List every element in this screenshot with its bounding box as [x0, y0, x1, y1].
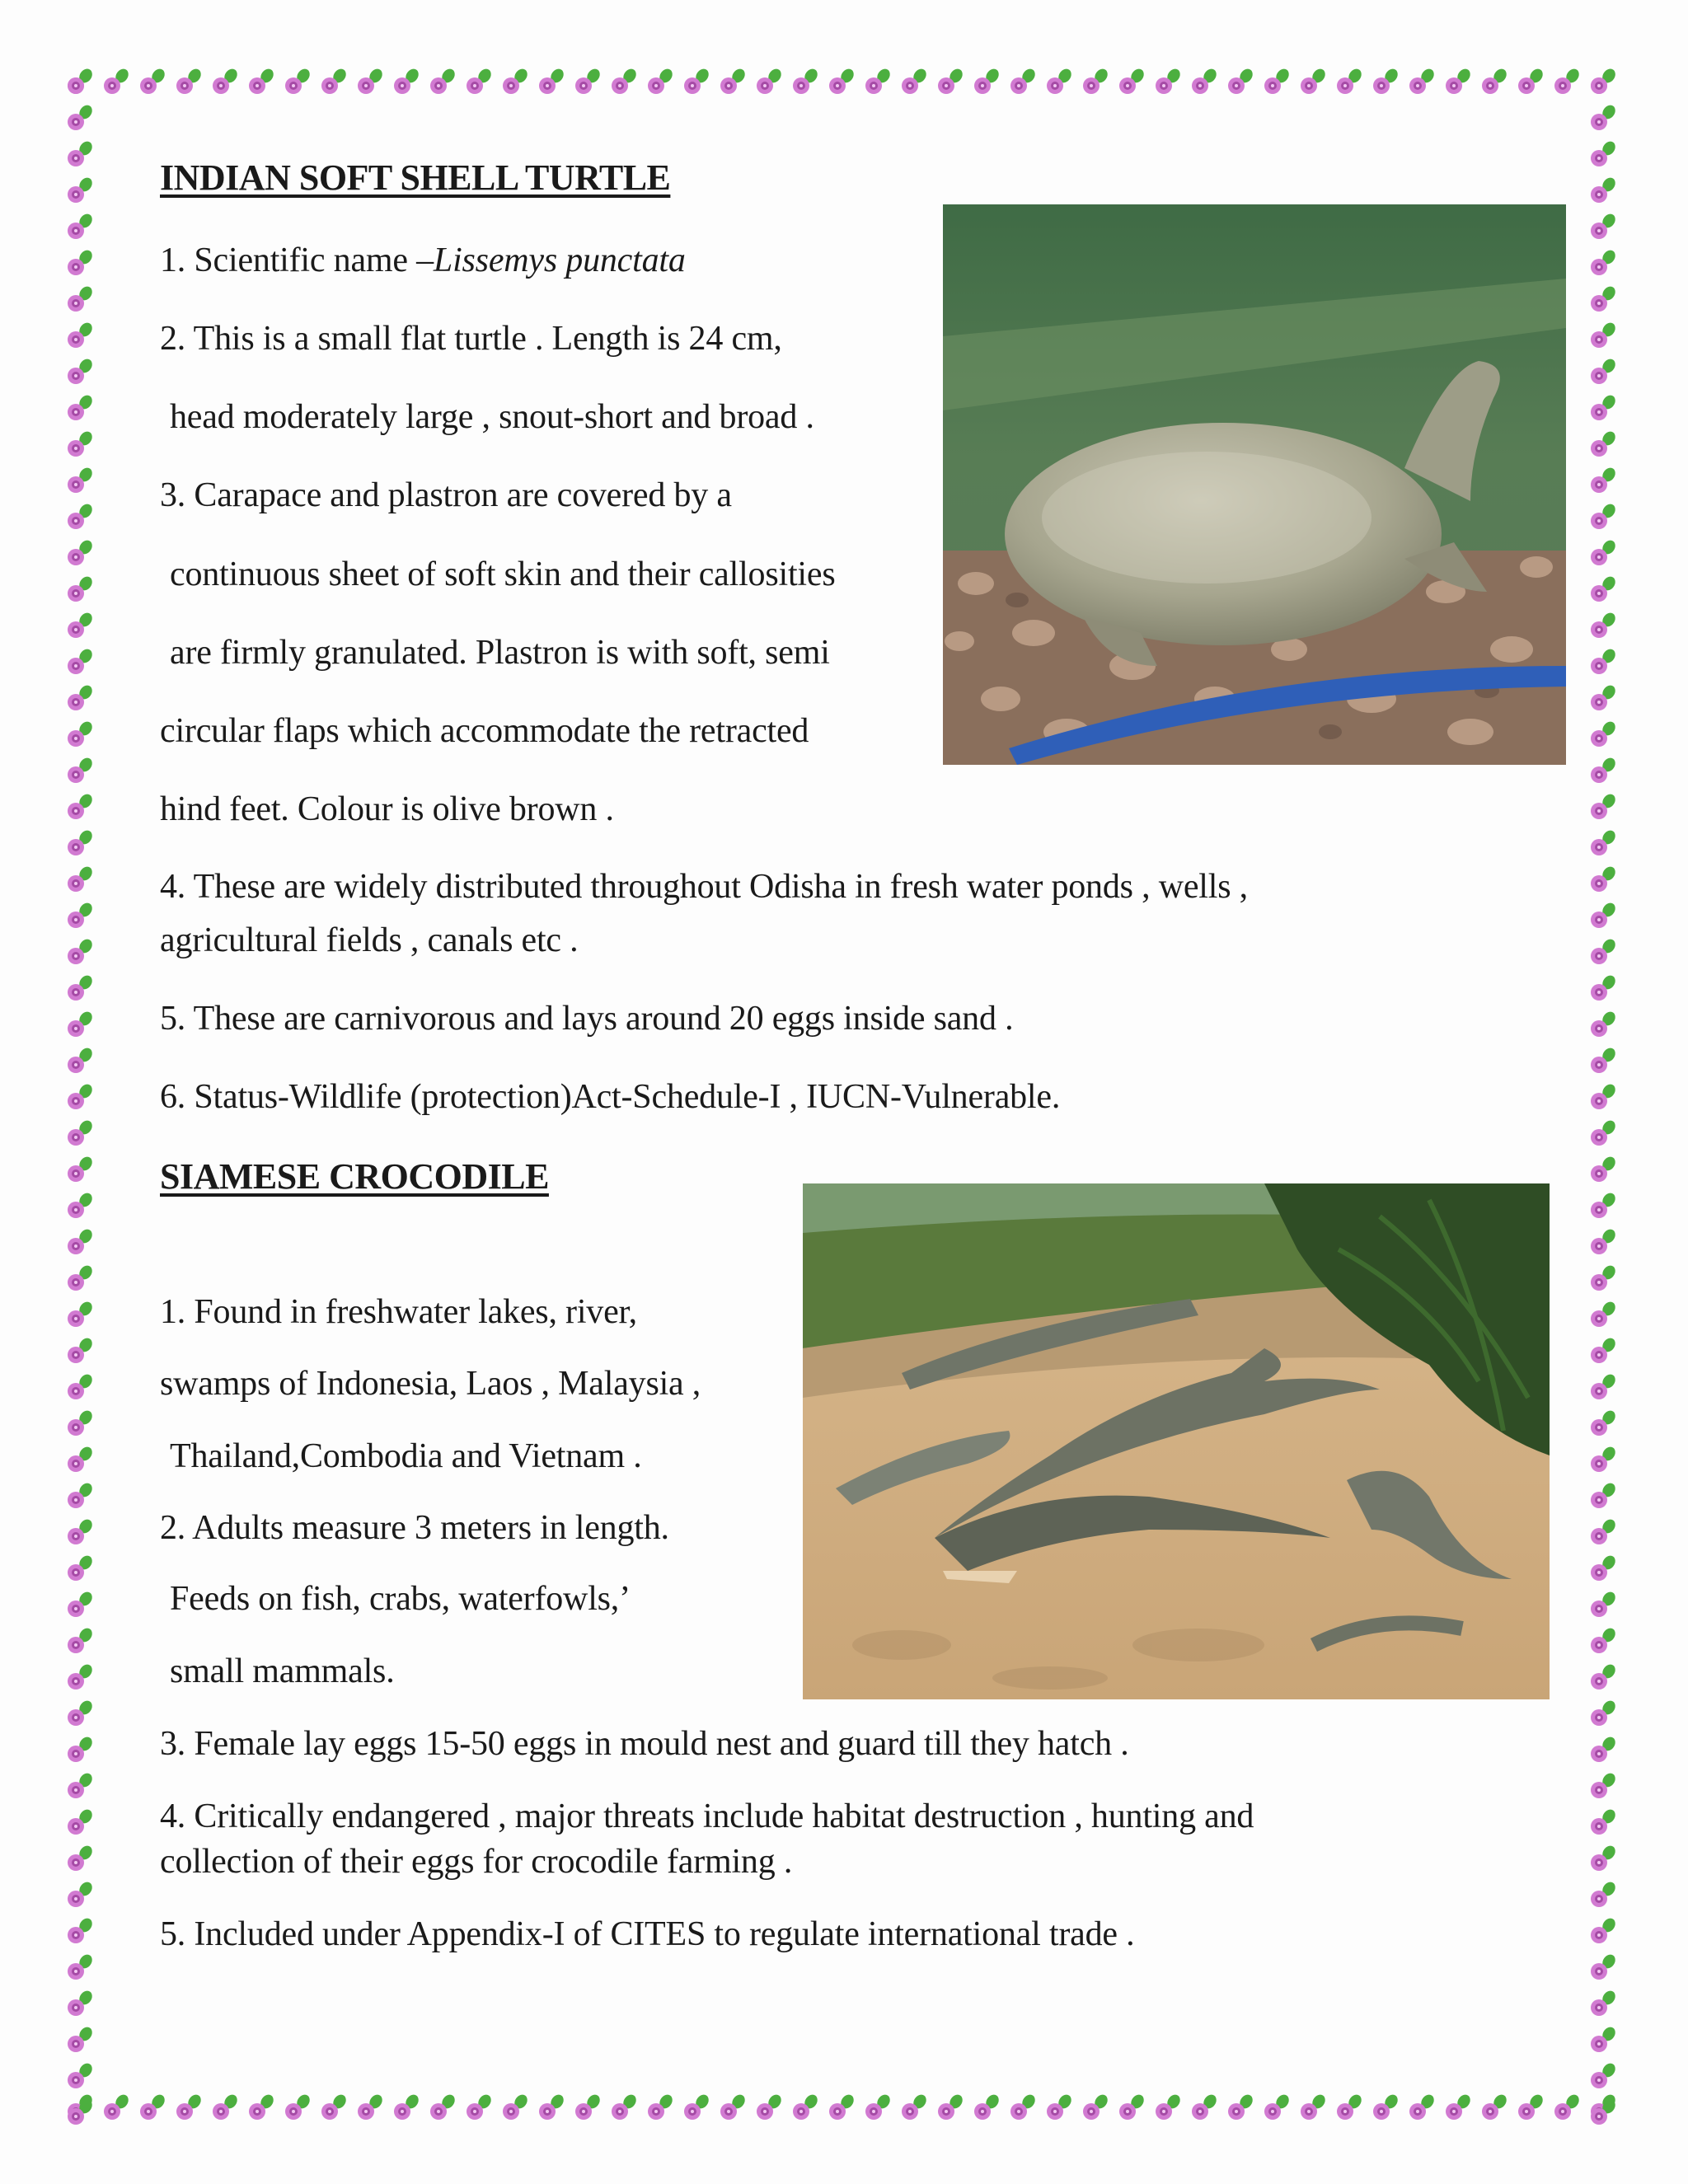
turtle-line-8: hind feet. Colour is olive brown .	[160, 790, 614, 828]
turtle-photo	[943, 204, 1566, 765]
turtle-line-7: circular flaps which accommodate the retracted	[160, 712, 809, 750]
turtle-scientific-name: Lissemys punctata	[433, 241, 686, 279]
crocodile-line-10: 5. Included under Appendix-I of CITES to regulate international trade .	[160, 1915, 1135, 1953]
crocodile-line-7: 3. Female lay eggs 15-50 eggs in mould nest and guard till they hatch .	[160, 1725, 1129, 1763]
crocodile-line-9: collection of their eggs for crocodile farming .	[160, 1843, 793, 1881]
crocodile-line-4: 2. Adults measure 3 meters in length.	[160, 1509, 669, 1547]
crocodile-line-2: swamps of Indonesia, Laos , Malaysia ,	[160, 1365, 701, 1403]
turtle-line-1-prefix: 1. Scientific name –	[160, 241, 434, 279]
turtle-line-9: 4. These are widely distributed throughout Odisha in fresh water ponds , wells ,	[160, 868, 1248, 906]
crocodile-line-1: 1. Found in freshwater lakes, river,	[160, 1293, 637, 1331]
turtle-line-1	[160, 241, 686, 280]
turtle-line-2: 2. This is a small flat turtle . Length is 24 cm,	[160, 320, 782, 358]
turtle-line-3: head moderately large , snout-short and broad .	[170, 398, 814, 436]
turtle-line-12: 6. Status-Wildlife (protection)Act-Schedule-I , IUCN-Vulnerable.	[160, 1078, 1061, 1116]
turtle-line-5: continuous sheet of soft skin and their callosities	[170, 555, 836, 593]
crocodile-line-5: Feeds on fish, crabs, waterfowls,’	[170, 1580, 631, 1618]
turtle-line-4: 3. Carapace and plastron are covered by a	[160, 476, 732, 514]
crocodile-heading: SIAMESE CROCODILE	[160, 1156, 549, 1197]
crocodile-line-6: small mammals.	[170, 1652, 395, 1690]
turtle-line-10: agricultural fields , canals etc .	[160, 921, 579, 959]
crocodile-line-8: 4. Critically endangered , major threats include habitat destruction , hunting and	[160, 1797, 1254, 1835]
crocodile-line-3: Thailand,Combodia and Vietnam .	[170, 1437, 642, 1475]
turtle-heading: INDIAN SOFT SHELL TURTLE	[160, 157, 671, 198]
crocodile-photo	[803, 1183, 1550, 1699]
turtle-line-11: 5. These are carnivorous and lays around 20 eggs inside sand .	[160, 1000, 1014, 1038]
turtle-line-6: are firmly granulated. Plastron is with soft, semi	[170, 634, 830, 672]
